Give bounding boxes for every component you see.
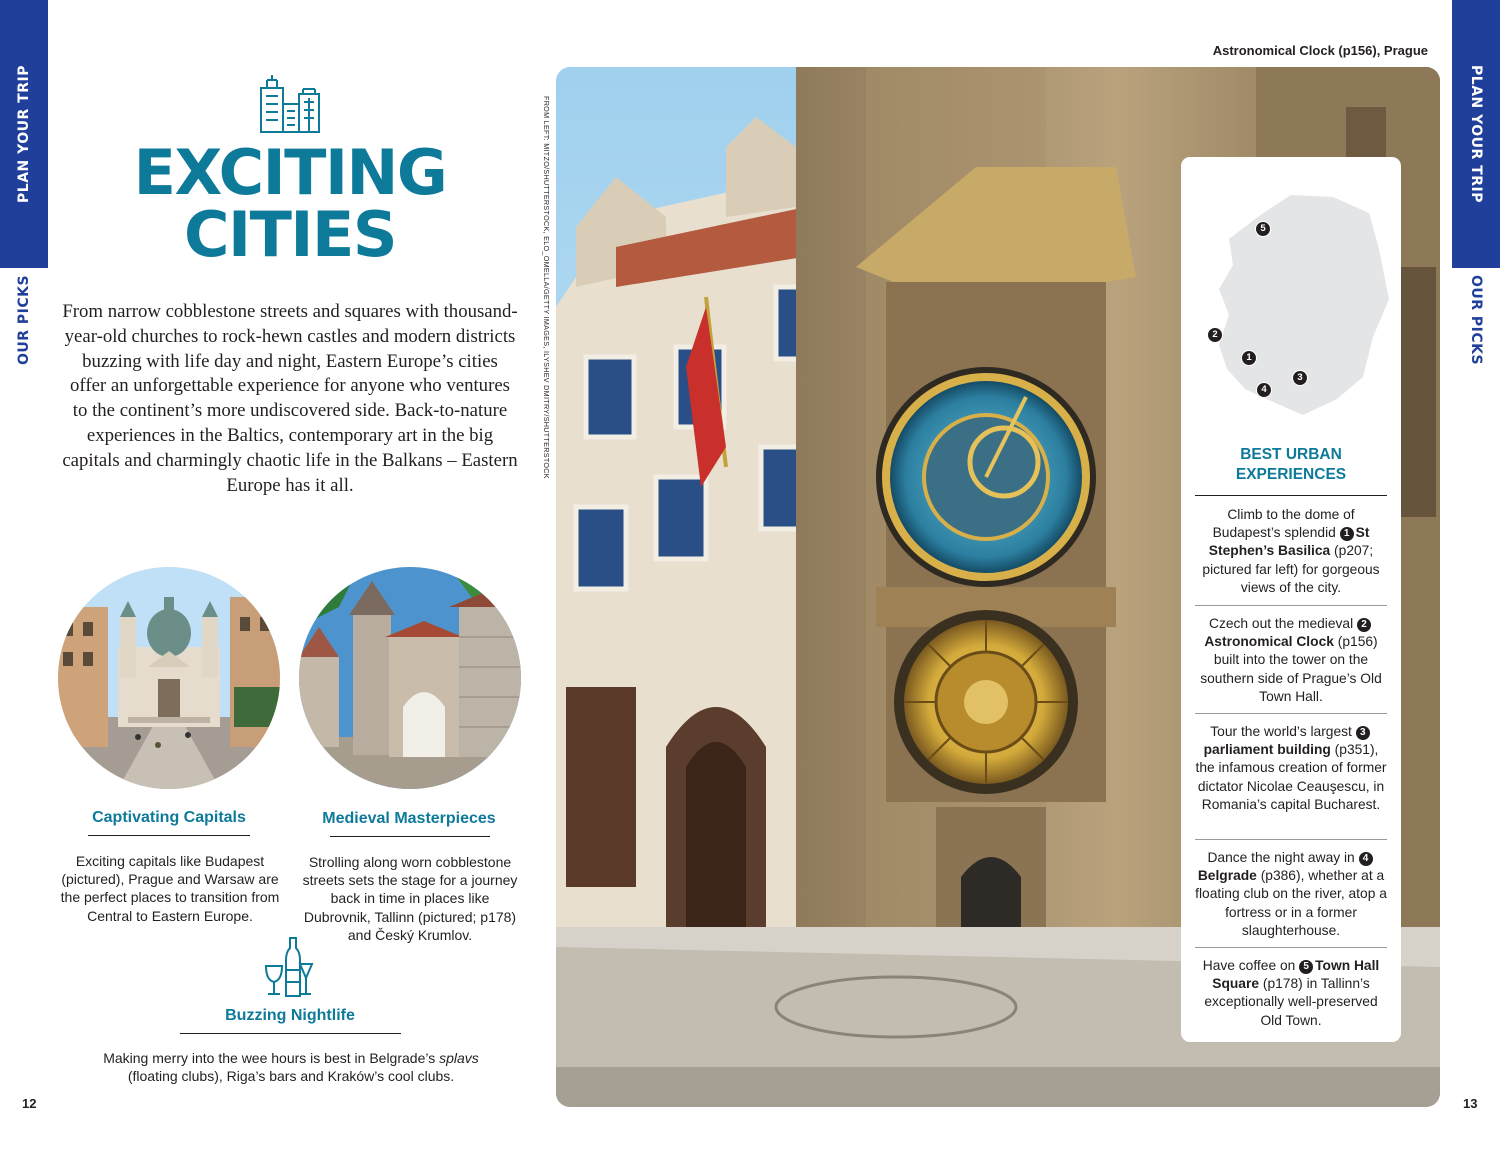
tallinn-gate-photo <box>299 567 521 789</box>
page-number-left: 12 <box>22 1096 37 1111</box>
budapest-basilica-photo <box>58 567 280 789</box>
city-buildings-icon <box>258 74 322 139</box>
pick-title-captivating-capitals: Captivating Capitals <box>92 809 246 826</box>
side-tab-label: OUR PICKS <box>1468 274 1484 366</box>
side-tab-our-picks-left[interactable] <box>0 268 48 372</box>
pick-body-buzzing-nightlife: Making merry into the wee hours is best in Belgrade’s splavs (floating clubs), Riga’s bars and Kraków’s cool clubs. <box>103 1050 479 1085</box>
side-tab-our-picks-right[interactable] <box>1452 268 1500 372</box>
pick-divider <box>88 835 250 836</box>
best-urban-experiences-panel <box>1181 157 1401 1042</box>
side-tab-label: OUR PICKS <box>16 274 32 366</box>
experience-divider <box>1195 947 1387 948</box>
experience-divider <box>1195 839 1387 840</box>
experience-item: Climb to the dome of Budapest’s splendid 1 St Stephen’s Basilica (p207; pictured far left) for gorgeous views of the city. <box>1202 507 1380 595</box>
region-map <box>1193 169 1389 436</box>
photo-caption: Astronomical Clock (p156), Prague <box>1212 43 1428 58</box>
map-marker-4[interactable]: 4 <box>1256 382 1272 398</box>
experience-item: Dance the night away in 4Belgrade (p386), whether at a floating club on the river, atop a fortress or in a former slaughterhouse. <box>1195 850 1387 938</box>
panel-heading-rule <box>1195 495 1387 496</box>
page-number-right: 13 <box>1463 1096 1478 1111</box>
side-tab-plan-your-trip-right[interactable] <box>1452 0 1500 268</box>
pick-body-captivating-capitals: Exciting capitals like Budapest (pictured), Prague and Warsaw are the perfect places to transition from Central to Eastern Europe. <box>60 853 280 924</box>
photo-credit: FROM LEFT: MITZO/SHUTTERSTOCK, ELO_OMELLA/GETTY IMAGES, ILYSHEV DMITRY/SHUTTERSTOCK <box>542 96 551 479</box>
experience-item: Have coffee on 5 Town Hall Square (p178) in Tallinn’s exceptionally well-preserved Old Town. <box>1202 958 1380 1028</box>
pick-title-medieval-masterpieces: Medieval Masterpieces <box>322 810 496 827</box>
map-marker-5[interactable]: 5 <box>1255 221 1271 237</box>
pick-body-medieval-masterpieces: Strolling along worn cobblestone streets sets the stage for a journey back in time in places like Dubrovnik, Tallinn (pictured; p178) and Český Krumlov. <box>302 854 518 943</box>
experience-divider <box>1195 605 1387 606</box>
map-marker-3[interactable]: 3 <box>1292 370 1308 386</box>
map-marker-1[interactable]: 1 <box>1241 350 1257 366</box>
intro-paragraph: From narrow cobblestone streets and squares with thousand-year-old churches to rock-hewn castles and modern districts buzzing with life day and night, Eastern Europe’s cities offer an unforgettable experience for anyone who ventures to the continent’s more undiscovered side. Back-to-nature experiences in the Baltics, contemporary art in the big capitals and charmingly chaotic life in the Balkans – Eastern Europe has it all. <box>62 301 518 496</box>
pick-divider <box>180 1033 401 1034</box>
side-tab-label: PLAN YOUR TRIP <box>16 65 32 203</box>
experience-divider <box>1195 713 1387 714</box>
panel-heading: BEST URBAN EXPERIENCES <box>1235 446 1347 483</box>
map-marker-2[interactable]: 2 <box>1207 327 1223 343</box>
wine-glasses-icon <box>264 936 314 1003</box>
pick-divider <box>330 836 490 837</box>
experience-item: Tour the world’s largest 3parliament building (p351), the infamous creation of former dictator Nicolae Ceauşescu, in Romania’s capital Bucharest. <box>1195 724 1387 812</box>
page-title: EXCITING CITIES <box>133 136 447 271</box>
experience-item: Czech out the medieval 2Astronomical Clock (p156) built into the tower on the southern side of Prague’s Old Town Hall. <box>1200 616 1382 704</box>
side-tab-label: PLAN YOUR TRIP <box>1468 65 1484 203</box>
side-tab-plan-your-trip-left[interactable] <box>0 0 48 268</box>
pick-title-buzzing-nightlife: Buzzing Nightlife <box>225 1007 355 1024</box>
